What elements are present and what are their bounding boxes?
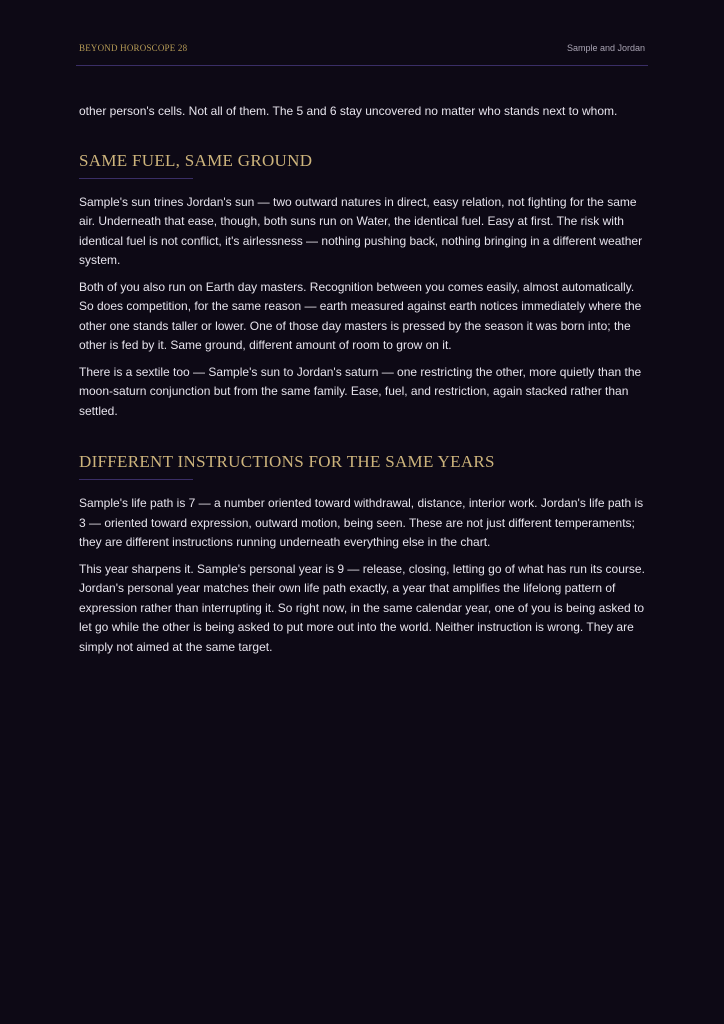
running-title: BEYOND HOROSCOPE 28: [79, 43, 188, 53]
section-same-fuel: [79, 151, 645, 422]
heading-underline: [79, 178, 193, 179]
paragraph: There is a sextile too — Sample's sun to Jordan's saturn — one restricting the other, more quietly than the moon-saturn conjunction but from the same family. Ease, fuel, and restriction, again stacked rather than settled.: [79, 364, 642, 418]
lead-paragraph: other person's cells. Not all of them. The 5 and 6 stay uncovered no matter who stands next to whom.: [79, 104, 618, 118]
paragraph: This year sharpens it. Sample's personal year is 9 — release, closing, letting go of what has run its course. Jordan's personal year matches their own life path exactly, a year that amplifies the lifelong pattern of expression rather than interrupting it. So right now, in the same calendar year, one of you is being asked to let go while the other is being asked to put more out into the world. Neither instruction is wrong. They are simply not aimed at the same target.: [79, 561, 645, 654]
paragraph: Both of you also run on Earth day masters. Recognition between you comes easily, almost automatically. So does competition, for the same reason — earth measured against earth notices immediately where the other one stands taller or lower. One of those day masters is pressed by the season it was born into; the other is fed by it. Same ground, different amount of room to grow on it.: [79, 279, 642, 352]
page-header: [76, 0, 648, 66]
heading-underline: [79, 479, 193, 480]
section-heading: DIFFERENT INSTRUCTIONS FOR THE SAME YEARS: [79, 452, 495, 471]
paragraph: Sample's life path is 7 — a number oriented toward withdrawal, distance, interior work. Jordan's life path is 3 — oriented toward expression, outward motion, being seen. These are not just different temperaments; they are different instructions running underneath everything else in the chart.: [79, 496, 644, 549]
running-subtitle: Sample and Jordan: [566, 43, 645, 53]
paragraph: Sample's sun trines Jordan's sun — two outward natures in direct, easy relation, not fighting for the same air. Underneath that ease, though, both suns run on Water, the identical fuel. Easy at first. The risk with identical fuel is not conflict, it's airlessness — nothing pushing back, nothing bringing in a different weather system.: [79, 194, 643, 267]
section-different-instructions: [79, 452, 645, 657]
section-heading: SAME FUEL, SAME GROUND: [79, 150, 313, 170]
page-body: [79, 102, 645, 664]
